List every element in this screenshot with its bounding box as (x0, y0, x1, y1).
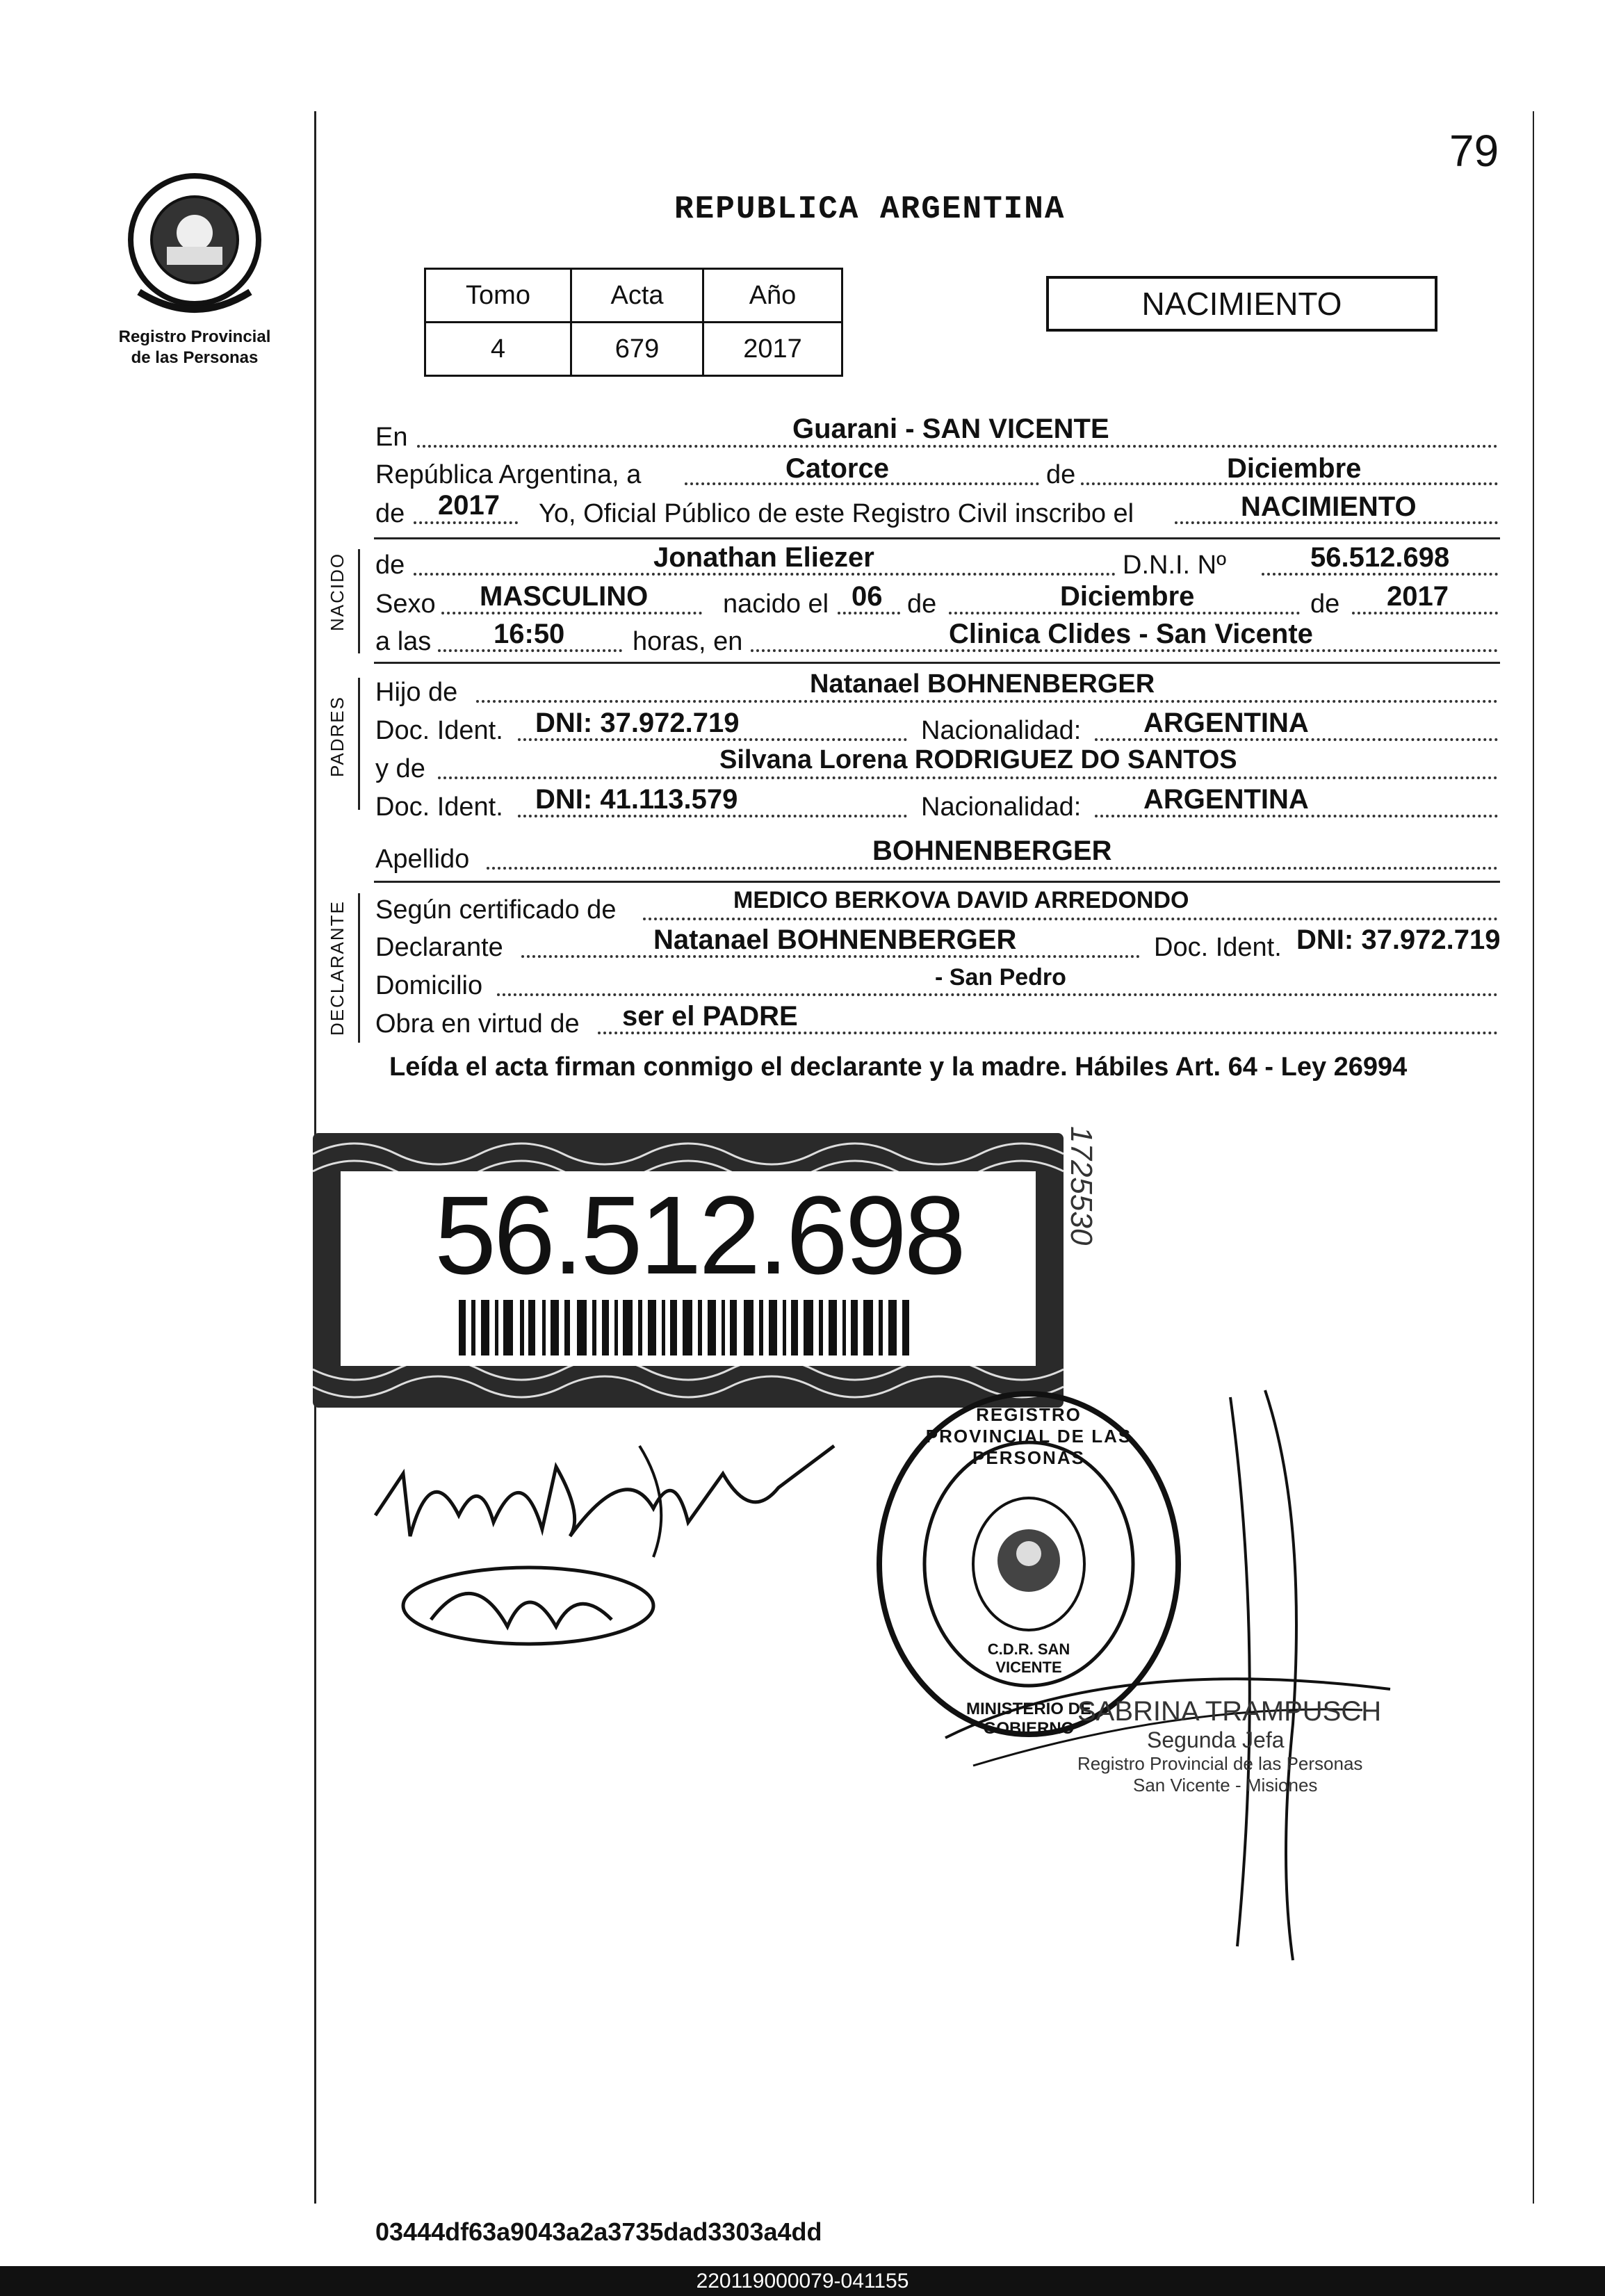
seal-ring-top: REGISTRO PROVINCIAL DE LAS PERSONAS (925, 1404, 1132, 1468)
field-dia-texto: Catorce (785, 453, 889, 484)
field-dni: 56.512.698 (1310, 542, 1450, 573)
country-title: REPUBLICA ARGENTINA (674, 191, 1066, 227)
record-type-box (1046, 276, 1437, 332)
declarant-signature (361, 1432, 848, 1564)
seal-ring-bottom: MINISTERIO DE GOBIERNO (966, 1700, 1091, 1738)
footer-bar (0, 2266, 1605, 2296)
table-value-acta: 679 (571, 323, 703, 376)
field-madre: Silvana Lorena RODRIGUEZ DO SANTOS (719, 745, 1237, 774)
field-anio: 2017 (438, 490, 500, 521)
document-hash: 03444df63a9043a2a3735dad3303a4dd (375, 2217, 822, 2246)
label-republica: República Argentina, a (375, 460, 642, 489)
label-nacionalidad-1: Nacionalidad: (921, 716, 1082, 745)
sticker-barcode (459, 1300, 918, 1355)
field-acto: NACIMIENTO (1241, 491, 1417, 522)
label-horas-en: horas, en (633, 627, 743, 656)
label-doc-ident-3: Doc. Ident. (1154, 933, 1282, 962)
field-padre: Natanael BOHNENBERGER (810, 669, 1155, 699)
label-en: En (375, 423, 408, 452)
table-value-tomo: 4 (425, 323, 571, 376)
label-de-2: de (375, 499, 405, 528)
label-de-5: de (1310, 589, 1340, 619)
label-a-las: a las (375, 627, 432, 656)
label-nacido-el: nacido el (723, 589, 829, 619)
table-header-acta: Acta (571, 269, 703, 323)
field-hora: 16:50 (494, 619, 565, 649)
closing-text: Leída el acta firman conmigo el declarante y la madre. Hábiles Art. 64 - Ley 26994 (389, 1052, 1408, 1082)
officer-org: Registro Provincial de las Personas (1077, 1753, 1363, 1774)
mother-signature (389, 1550, 667, 1661)
field-declarante-doc: DNI: 37.972.719 (1296, 925, 1501, 955)
field-anio-nac: 2017 (1387, 581, 1449, 612)
label-declarante: Declarante (375, 933, 503, 962)
label-sexo: Sexo (375, 589, 436, 619)
record-table (424, 268, 843, 377)
label-obra: Obra en virtud de (375, 1009, 580, 1039)
field-lugar: Guarani - SAN VICENTE (792, 414, 1109, 444)
table-value-anio: 2017 (703, 323, 842, 376)
officer-place: San Vicente - Misiones (1133, 1775, 1318, 1796)
field-madre-nac: ARGENTINA (1143, 784, 1309, 815)
logo-caption-line-1: Registro Provincial (118, 327, 271, 346)
field-obra: ser el PADRE (622, 1001, 798, 1032)
field-madre-doc: DNI: 41.113.579 (535, 784, 738, 815)
field-domicilio: - San Pedro (935, 964, 1066, 991)
label-de-3: de (375, 551, 405, 580)
page-number: 79 (1449, 126, 1499, 176)
label-y-de: y de (375, 754, 425, 783)
label-domicilio: Domicilio (375, 971, 483, 1000)
field-apellido: BOHNENBERGER (872, 836, 1112, 866)
label-doc-ident-1: Doc. Ident. (375, 716, 503, 745)
footer-id: 220119000079-041155 (696, 2270, 909, 2293)
label-hijo-de: Hijo de (375, 678, 458, 707)
province-logo (118, 167, 271, 320)
officer-title: Segunda Jefa (1147, 1727, 1285, 1752)
dni-sticker (313, 1133, 1064, 1408)
divider-3 (374, 881, 1500, 883)
label-nacionalidad-2: Nacionalidad: (921, 792, 1082, 822)
side-label-nacido: NACIDO (327, 552, 348, 631)
officer-stamp (1077, 1696, 1411, 1796)
label-apellido: Apellido (375, 845, 470, 874)
field-mes: Diciembre (1227, 453, 1362, 484)
field-mes-nac: Diciembre (1060, 581, 1195, 612)
officer-name: SABRINA TRAMPUSCH (1077, 1696, 1382, 1727)
field-padre-nac: ARGENTINA (1143, 708, 1309, 738)
sticker-number: 56.512.698 (434, 1173, 963, 1297)
label-doc-ident-2: Doc. Ident. (375, 792, 503, 822)
side-label-declarante: DECLARANTE (327, 900, 348, 1036)
table-header-anio: Año (703, 269, 842, 323)
field-declarante: Natanael BOHNENBERGER (653, 925, 1017, 955)
table-header-tomo: Tomo (425, 269, 571, 323)
label-dni: D.N.I. Nº (1123, 551, 1226, 580)
right-margin-line (1533, 111, 1534, 2204)
field-nombre: Jonathan Eliezer (653, 542, 874, 573)
field-padre-doc: DNI: 37.972.719 (535, 708, 740, 738)
divider-2 (374, 662, 1500, 664)
label-segun: Según certificado de (375, 895, 617, 925)
officer-signature (904, 1376, 1404, 1974)
field-lugar-nac: Clinica Clides - San Vicente (949, 619, 1313, 649)
side-label-padres: PADRES (327, 696, 348, 777)
label-de-1: de (1046, 460, 1076, 489)
sticker-side-code: 1725530 (1064, 1126, 1098, 1246)
record-type: NACIMIENTO (1141, 286, 1342, 322)
field-sexo: MASCULINO (480, 581, 649, 612)
divider-1 (374, 537, 1500, 539)
label-yo: Yo, Oficial Público de este Registro Civil inscribo el (539, 499, 1134, 528)
logo-caption (97, 327, 292, 368)
seal-inner: C.D.R. SAN VICENTE (987, 1640, 1070, 1676)
label-de-4: de (907, 589, 937, 619)
field-certificado: MEDICO BERKOVA DAVID ARREDONDO (733, 887, 1189, 913)
logo-caption-line-2: de las Personas (131, 348, 259, 367)
field-dia-nac: 06 (852, 581, 883, 612)
